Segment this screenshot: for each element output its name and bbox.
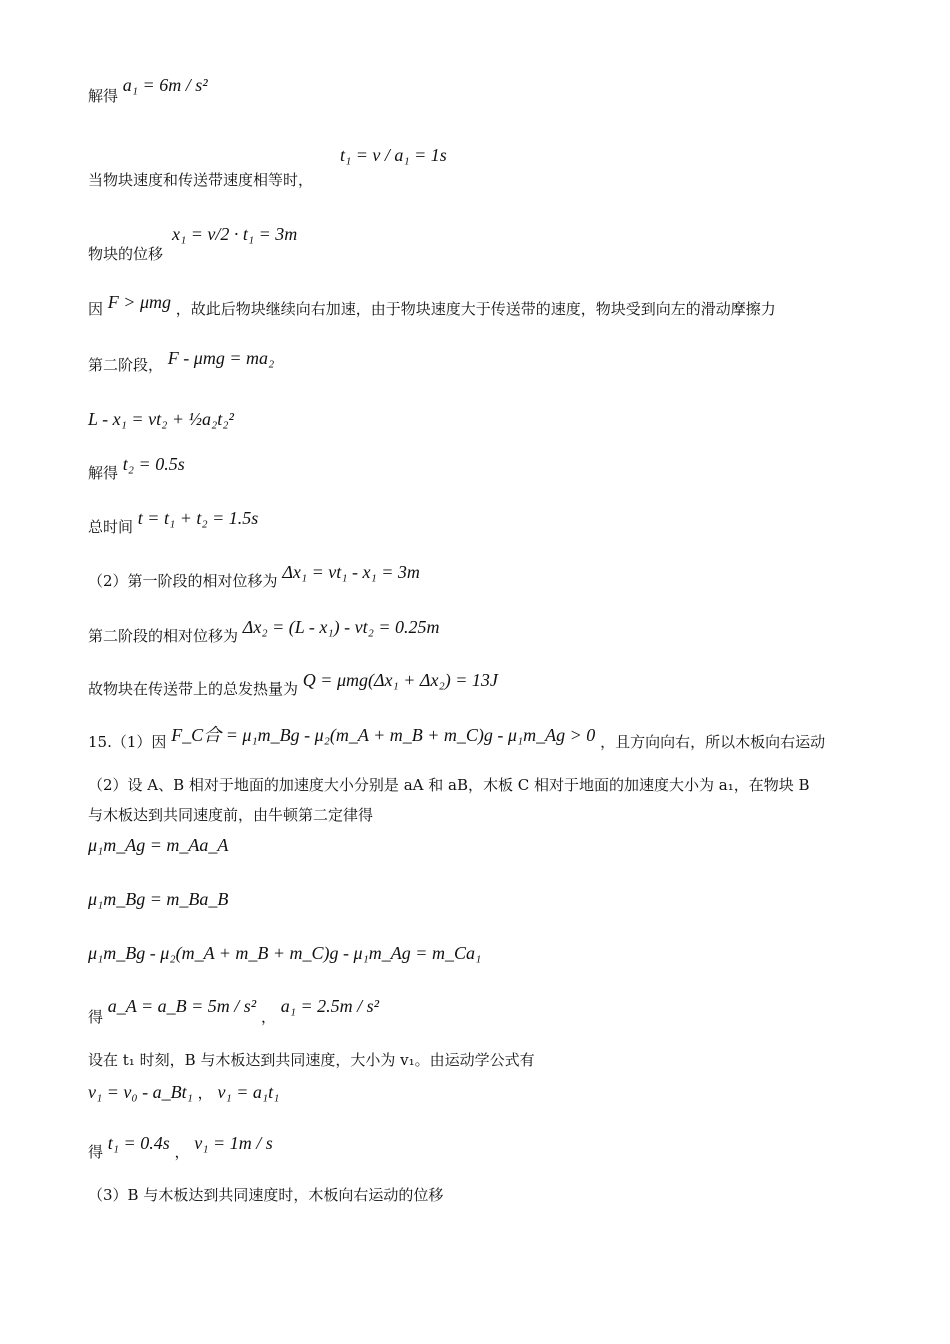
line-2-equation: t₁ = v / a₁ = 1s <box>340 145 447 165</box>
line-6-equation: L - x₁ = vt₂ + ½a₂t₂² <box>88 409 234 429</box>
line-5-equation: F - μmg = ma₂ <box>167 348 275 368</box>
line-20-equation-1: v₁ = v₀ - a_Bt₁ <box>88 1082 193 1102</box>
line-18-equation-2: a₁ = 2.5m / s² <box>280 996 380 1016</box>
line-1-equation: a₁ = 6m / s² <box>122 75 208 95</box>
line-3-equation: x₁ = v/2 · t₁ = 3m <box>172 224 298 244</box>
line-3-label: 物块的位移 <box>88 245 164 263</box>
line-18-equation-1: a_A = a_B = 5m / s² <box>107 996 257 1016</box>
line-3 <box>88 245 163 263</box>
line-20-separator: ， <box>197 1084 213 1102</box>
line-4-prefix: 因 <box>88 300 104 318</box>
line-18-separator: ， <box>260 1008 276 1026</box>
line-21 <box>88 1133 273 1161</box>
line-14: 与木板达到共同速度前，由牛顿第二定律得 <box>88 806 374 824</box>
line-19: 设在 t₁ 时刻，B 与木板达到共同速度，大小为 v₁。由运动学公式有 <box>88 1051 535 1069</box>
line-5-label: 第二阶段， <box>88 356 164 374</box>
line-10 <box>88 617 440 645</box>
line-8 <box>88 508 259 536</box>
line-1 <box>88 75 208 105</box>
line-4 <box>88 292 776 318</box>
line-4-equation: F > μmg <box>107 292 171 312</box>
line-21-equation-1: t₁ = 0.4s <box>107 1133 170 1153</box>
line-8-label: 总时间 <box>88 518 134 536</box>
line-1-label: 解得 <box>88 87 119 105</box>
line-9 <box>88 562 420 590</box>
line-12 <box>88 725 826 751</box>
line-10-equation: Δx₂ = (L - x₁) - vt₂ = 0.25m <box>242 617 440 637</box>
line-21-equation-2: v₁ = 1m / s <box>194 1133 273 1153</box>
line-15-equation: μ₁m_Ag = m_Aa_A <box>88 835 229 855</box>
line-5 <box>88 348 275 374</box>
line-18 <box>88 996 380 1026</box>
line-9-label: （2）第一阶段的相对位移为 <box>88 572 278 590</box>
line-2-label: 当物块速度和传送带速度相等时， <box>88 171 314 189</box>
line-7 <box>88 454 185 482</box>
line-12-text: ，且方向向右，所以木板向右运动 <box>600 733 826 751</box>
line-22: （3）B 与木板达到共同速度时，木板向右运动的位移 <box>88 1186 444 1204</box>
line-11 <box>88 670 498 698</box>
line-11-label: 故物块在传送带上的总发热量为 <box>88 680 299 698</box>
line-2 <box>88 171 313 189</box>
line-10-label: 第二阶段的相对位移为 <box>88 627 239 645</box>
line-11-equation: Q = μmg(Δx₁ + Δx₂) = 13J <box>302 670 498 690</box>
line-21-separator: ， <box>174 1143 190 1161</box>
line-21-label: 得 <box>88 1143 104 1161</box>
line-8-equation: t = t₁ + t₂ = 1.5s <box>137 508 259 528</box>
line-12-prefix: 15.（1）因 <box>88 733 167 751</box>
line-16-equation: μ₁m_Bg = m_Ba_B <box>88 889 229 909</box>
line-7-label: 解得 <box>88 464 119 482</box>
line-12-equation: F_C合 = μ₁m_Bg - μ₂(m_A + m_B + m_C)g - μ₁m_Ag > 0 <box>171 725 596 745</box>
line-17-equation: μ₁m_Bg - μ₂(m_A + m_B + m_C)g - μ₁m_Ag = m_Ca₁ <box>88 943 482 963</box>
line-20 <box>88 1083 279 1102</box>
line-7-equation: t₂ = 0.5s <box>122 454 185 474</box>
line-4-text: ，故此后物块继续向右加速，由于物块速度大于传送带的速度，物块受到向左的滑动摩擦力 <box>175 300 776 318</box>
line-18-label: 得 <box>88 1008 104 1026</box>
line-20-equation-2: v₁ = a₁t₁ <box>217 1082 280 1102</box>
line-13: （2）设 A、B 相对于地面的加速度大小分别是 aA 和 aB，木板 C 相对于地面的加速度大小为 a₁，在物块 B <box>88 776 810 794</box>
line-9-equation: Δx₁ = vt₁ - x₁ = 3m <box>282 562 420 582</box>
